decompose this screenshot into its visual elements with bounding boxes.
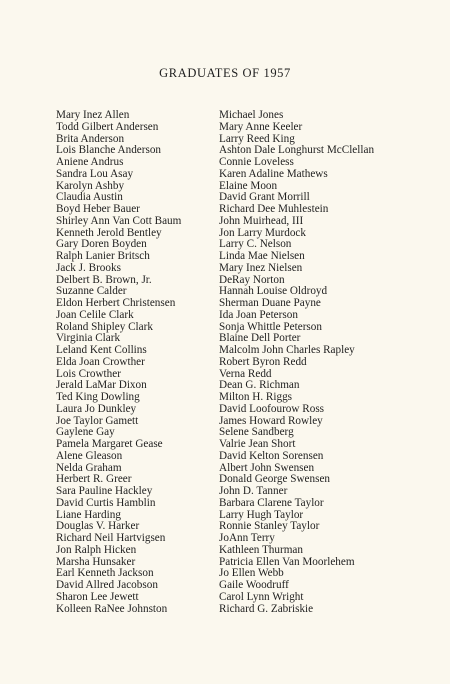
- graduate-name: Jo Ellen Webb: [219, 567, 284, 580]
- graduate-name: Sandra Lou Asay: [56, 167, 134, 180]
- graduate-name: Lois Blanche Anderson: [56, 144, 162, 157]
- graduate-name: Larry C. Nelson: [219, 238, 292, 251]
- graduate-name: Selene Sandberg: [219, 426, 294, 439]
- graduate-name: Gaylene Gay: [56, 426, 115, 439]
- graduate-name: Roland Shipley Clark: [56, 320, 153, 333]
- graduate-name: Linda Mae Nielsen: [219, 250, 305, 262]
- graduate-name: Sharon Lee Jewett: [56, 590, 139, 603]
- graduate-name: James Howard Rowley: [219, 414, 323, 427]
- graduate-name: Gaile Woodruff: [219, 579, 289, 591]
- graduate-name: Karolyn Ashby: [56, 179, 125, 192]
- graduate-name: Kolleen RaNee Johnston: [56, 602, 168, 615]
- graduate-name: David Curtis Hamblin: [56, 496, 156, 509]
- graduate-name: Alene Gleason: [56, 449, 123, 462]
- graduate-name: Mary Anne Keeler: [219, 120, 303, 133]
- graduate-name: Richard G. Zabriskie: [219, 602, 314, 615]
- graduate-name: Hannah Louise Oldroyd: [219, 285, 328, 298]
- graduate-name: Larry Reed King: [219, 132, 295, 145]
- graduate-name: Nelda Graham: [56, 461, 122, 474]
- graduate-name: John Muirhead, III: [219, 214, 304, 227]
- graduate-name: Richard Dee Muhlestein: [219, 203, 329, 215]
- graduate-name: Claudia Austin: [56, 191, 123, 204]
- graduate-name: Mary Inez Allen: [56, 109, 130, 121]
- graduate-name: Jon Ralph Hicken: [56, 543, 137, 556]
- graduate-name: David Grant Morrill: [219, 191, 310, 204]
- graduate-name: Laura Jo Dunkley: [56, 402, 137, 415]
- graduate-name: Todd Gilbert Andersen: [56, 120, 159, 133]
- graduate-name: Michael Jones: [219, 109, 284, 121]
- graduate-name: Ida Joan Peterson: [219, 308, 298, 321]
- graduate-name: Eldon Herbert Christensen: [56, 297, 176, 309]
- graduate-name: Elaine Moon: [219, 179, 278, 192]
- graduate-name: Sonja Whittle Peterson: [219, 320, 322, 333]
- graduate-name: Mary Inez Nielsen: [219, 261, 303, 274]
- graduate-name: Richard Neil Hartvigsen: [56, 532, 166, 544]
- graduate-name: Pamela Margaret Gease: [56, 438, 163, 450]
- graduate-name: Larry Hugh Taylor: [219, 508, 304, 521]
- graduate-name: Ralph Lanier Britsch: [56, 250, 150, 262]
- graduate-name: DeRay Norton: [219, 273, 285, 286]
- graduate-name: Herbert R. Greer: [56, 473, 132, 486]
- graduate-name: David Kelton Sorensen: [219, 449, 324, 462]
- graduate-name: Dean G. Richman: [219, 379, 300, 392]
- graduate-name: Joan Celile Clark: [56, 308, 134, 321]
- graduate-name: Jerald LaMar Dixon: [56, 379, 147, 392]
- page-title: GRADUATES OF 1957: [159, 66, 291, 80]
- graduate-name: Ted King Dowling: [56, 391, 140, 403]
- graduate-name: Suzanne Calder: [56, 285, 127, 298]
- graduate-name: Verna Redd: [219, 367, 272, 380]
- graduate-name: Gary Doren Boyden: [56, 238, 147, 251]
- graduate-name: Jon Larry Murdock: [219, 226, 306, 239]
- graduate-name: Valrie Jean Short: [219, 438, 296, 450]
- graduate-name: Kathleen Thurman: [219, 543, 303, 556]
- graduate-name: Donald George Swensen: [219, 473, 331, 486]
- graduate-name: Robert Byron Redd: [219, 355, 307, 368]
- graduates-list-left: [56, 110, 181, 615]
- graduate-name: Lois Crowther: [56, 367, 121, 380]
- graduate-name: John D. Tanner: [219, 485, 288, 497]
- graduate-name: Earl Kenneth Jackson: [56, 567, 154, 580]
- graduate-name: Shirley Ann Van Cott Baum: [56, 214, 182, 227]
- graduate-name: Karen Adaline Mathews: [219, 167, 328, 180]
- graduates-list-right: [219, 110, 374, 615]
- graduate-name: Albert John Swensen: [219, 461, 315, 474]
- graduate-name: Malcolm John Charles Rapley: [219, 344, 355, 356]
- graduate-name: David Allred Jacobson: [56, 579, 158, 591]
- graduate-name: Delbert B. Brown, Jr.: [56, 273, 152, 286]
- graduate-name: Brita Anderson: [56, 132, 125, 145]
- graduate-name: Liane Harding: [56, 508, 121, 521]
- graduate-name: Sara Pauline Hackley: [56, 485, 153, 497]
- graduate-name: Sherman Duane Payne: [219, 297, 321, 309]
- graduate-name: Kenneth Jerold Bentley: [56, 226, 162, 239]
- graduate-name: Elda Joan Crowther: [56, 355, 145, 368]
- graduate-name: Virginia Clark: [56, 332, 121, 345]
- graduate-name: Blaine Dell Porter: [219, 332, 301, 345]
- graduate-name: Carol Lynn Wright: [219, 590, 304, 603]
- graduate-name: Jack J. Brooks: [56, 261, 121, 274]
- graduate-name: Milton H. Riggs: [219, 391, 293, 403]
- graduate-name: JoAnn Terry: [219, 532, 275, 544]
- graduate-name: Ronnie Stanley Taylor: [219, 520, 320, 533]
- graduate-name: Leland Kent Collins: [56, 344, 147, 356]
- graduate-name: Douglas V. Harker: [56, 520, 140, 533]
- graduate-name: Boyd Heber Bauer: [56, 203, 140, 215]
- graduate-name: Barbara Clarene Taylor: [219, 496, 324, 509]
- graduate-name: Ashton Dale Longhurst McClellan: [219, 144, 375, 157]
- graduate-name: Joe Taylor Gamett: [56, 414, 139, 427]
- graduate-name: Aniene Andrus: [56, 156, 124, 168]
- graduate-name: Patricia Ellen Van Moorlehem: [219, 555, 355, 568]
- graduate-name: David Loofourow Ross: [219, 402, 325, 415]
- graduate-name: Marsha Hunsaker: [56, 555, 136, 568]
- graduate-name: Connie Loveless: [219, 156, 294, 168]
